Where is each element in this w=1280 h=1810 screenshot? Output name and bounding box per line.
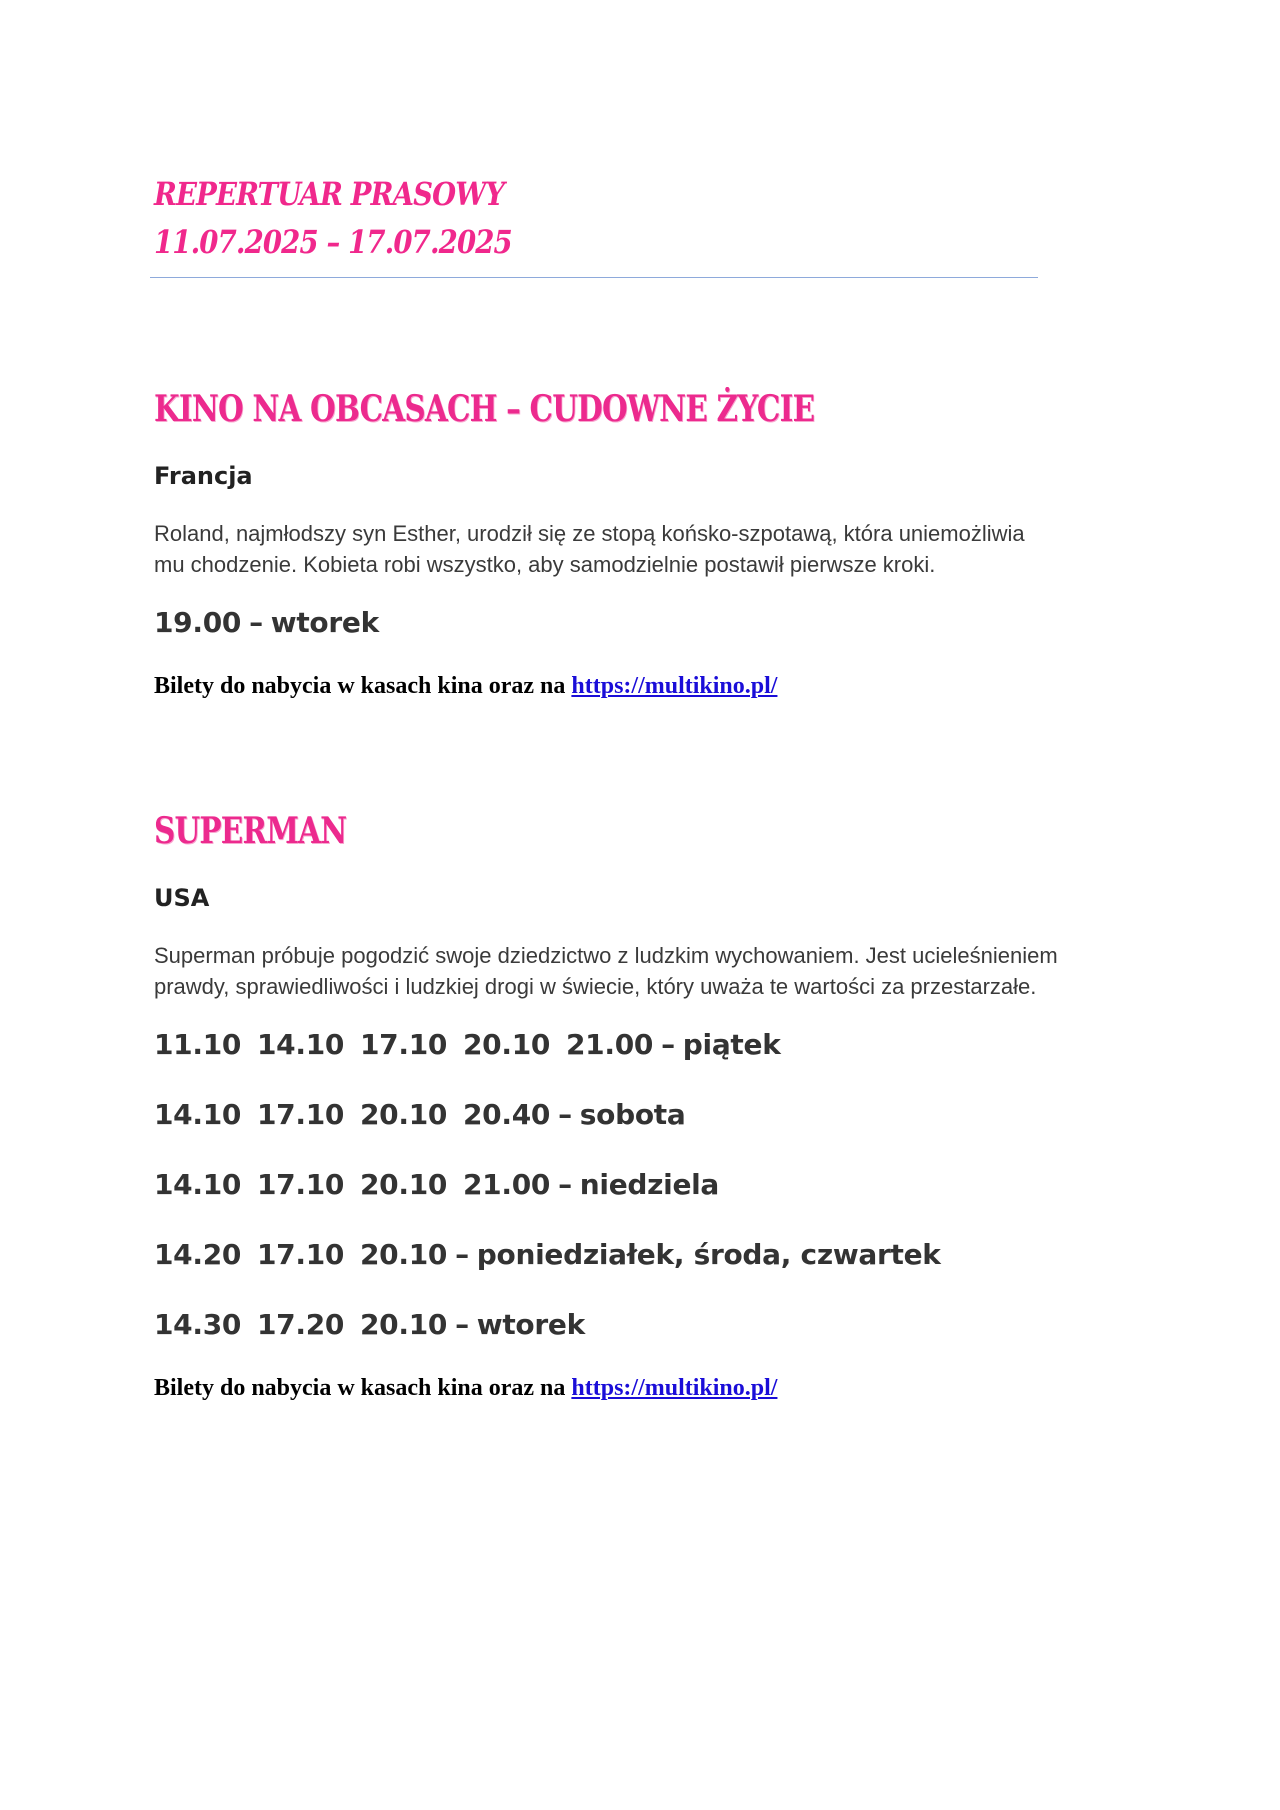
showtime-time: 20.10 <box>360 1308 448 1341</box>
showtime-days: sobota <box>579 1098 686 1131</box>
showtime-separator: – <box>455 1238 469 1271</box>
showtime-time: 17.10 <box>257 1238 345 1271</box>
showtime-time: 20.10 <box>463 1028 551 1061</box>
showtime-row <box>154 1290 1154 1360</box>
showtime-days: niedziela <box>579 1168 720 1201</box>
tickets-link[interactable]: https://multikino.pl/ <box>571 1375 778 1401</box>
description-line: mu chodzenie. Kobieta robi wszystko, aby samodzielnie postawił pierwsze kroki. <box>154 552 936 577</box>
showtime-separator: – <box>558 1098 572 1131</box>
showtime-days: poniedziałek, środa, czwartek <box>476 1238 941 1271</box>
showtime-row <box>154 1150 1154 1220</box>
showtime-time: 19.00 <box>154 606 242 639</box>
film-title: SUPERMAN <box>154 810 347 852</box>
showtime-row <box>154 1010 1154 1080</box>
header-dates: 11.07.2025 – 17.07.2025 <box>154 223 512 261</box>
showtime-time: 20.10 <box>360 1168 448 1201</box>
showtime-days: piątek <box>682 1028 781 1061</box>
showtime-time: 11.10 <box>154 1028 242 1061</box>
showtime-time: 17.10 <box>360 1028 448 1061</box>
film-country: USA <box>154 884 210 912</box>
film-section <box>154 384 1154 702</box>
showtimes-list <box>154 1010 1154 1360</box>
tickets-text: Bilety do nabycia w kasach kina oraz na <box>154 673 566 699</box>
document-header <box>154 170 1034 266</box>
showtime-days: wtorek <box>270 606 379 639</box>
showtime-time: 14.20 <box>154 1238 242 1271</box>
tickets-link[interactable]: https://multikino.pl/ <box>571 673 778 699</box>
showtime-time: 14.10 <box>154 1168 242 1201</box>
showtime-time: 17.20 <box>257 1308 345 1341</box>
showtime-row <box>154 1220 1154 1290</box>
showtime-time: 21.00 <box>566 1028 654 1061</box>
showtime-time: 20.40 <box>463 1098 551 1131</box>
film-section <box>154 806 1154 1404</box>
showtime-time: 20.10 <box>360 1098 448 1131</box>
header-divider <box>150 277 1038 278</box>
film-description <box>154 940 1154 1002</box>
showtime-time: 17.10 <box>257 1098 345 1131</box>
showtime-row <box>154 588 1154 658</box>
header-title: REPERTUAR PRASOWY <box>154 175 505 213</box>
showtime-separator: – <box>249 606 263 639</box>
showtime-separator: – <box>661 1028 675 1061</box>
tickets-info <box>154 670 1154 702</box>
tickets-info <box>154 1372 1154 1404</box>
description-line: Superman próbuje pogodzić swoje dziedzictwo z ludzkim wychowaniem. Jest ucieleśnieniem <box>154 943 1058 968</box>
showtimes-list <box>154 588 1154 658</box>
showtime-row <box>154 1080 1154 1150</box>
tickets-text: Bilety do nabycia w kasach kina oraz na <box>154 1375 566 1401</box>
description-line: prawdy, sprawiedliwości i ludzkiej drogi w świecie, który uważa te wartości za przestarzałe. <box>154 974 1037 999</box>
film-description <box>154 518 1154 580</box>
showtime-separator: – <box>455 1308 469 1341</box>
showtime-separator: – <box>558 1168 572 1201</box>
film-country: Francja <box>154 462 253 490</box>
showtime-time: 17.10 <box>257 1168 345 1201</box>
showtime-days: wtorek <box>476 1308 585 1341</box>
showtime-time: 21.00 <box>463 1168 551 1201</box>
showtime-time: 14.30 <box>154 1308 242 1341</box>
showtime-time: 20.10 <box>360 1238 448 1271</box>
showtime-time: 14.10 <box>154 1098 242 1131</box>
showtime-time: 14.10 <box>257 1028 345 1061</box>
film-title: KINO NA OBCASACH – CUDOWNE ŻYCIE <box>154 388 815 430</box>
description-line: Roland, najmłodszy syn Esther, urodził się ze stopą końsko-szpotawą, która uniemożliwia <box>154 521 1025 546</box>
